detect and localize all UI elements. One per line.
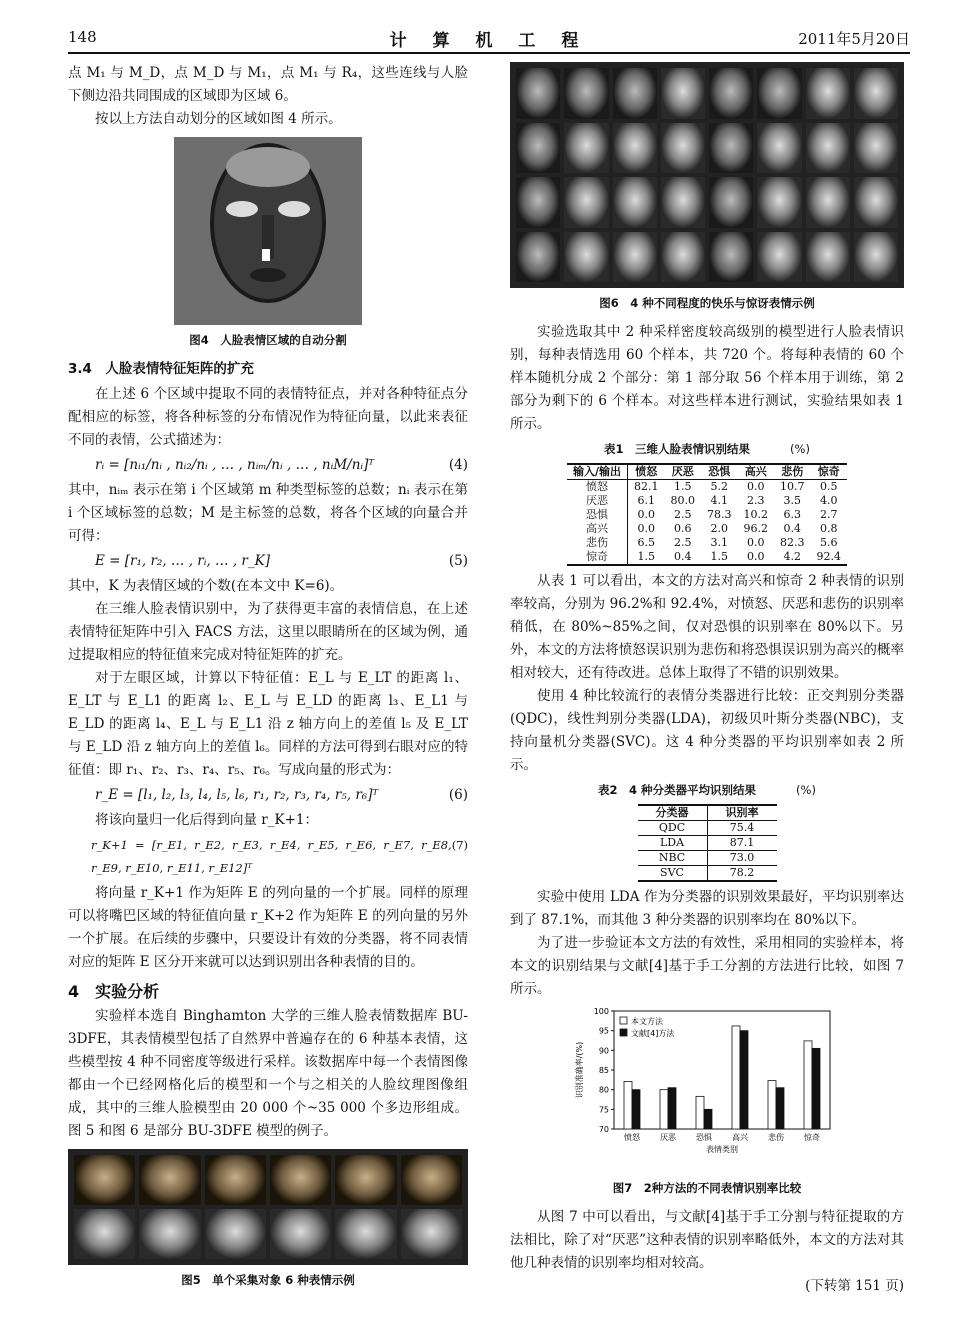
face-thumbnail	[757, 123, 801, 174]
face-thumbnail	[516, 68, 560, 119]
face-thumbnail	[806, 68, 850, 119]
face-thumbnail	[564, 232, 608, 283]
equation-body: E = [r₁, r₂, … , rᵢ, … , r_K]	[95, 553, 270, 569]
table-header-row	[638, 805, 777, 821]
figure-4-image	[174, 137, 362, 325]
x-axis-label: 表情类别	[706, 1145, 738, 1154]
bar	[740, 1031, 748, 1129]
bar	[768, 1081, 776, 1129]
face-thumbnail	[806, 177, 850, 228]
face-thumbnail	[270, 1155, 331, 1205]
table-header-cell: 输入/输出	[567, 464, 628, 480]
bar-chart	[572, 1005, 842, 1165]
table-cell: 78.3	[707, 508, 732, 521]
paragraph: 实验样本选自 Binghamton 大学的三维人脸表情数据库 BU-3DFE，其表情模型包括了自然界中普遍存在的 6 种基本表情，这些模型按 4 种不同密度等级进行采样。该数据库中每一个表情图像都由一个已经网格化后的模型和一个与之相关的人脸纹理图像组成，其中的三维人脸模型由 20 000 个~35 000 个多边形组成。图 5 和图 6 是部分 BU-3DFE 模型的例子。	[68, 1008, 468, 1139]
figure-7-chart	[510, 1005, 904, 1173]
table-cell: NBC	[638, 851, 708, 866]
table-cell: 0.0	[747, 550, 765, 563]
x-tick-label: 愤怒	[624, 1133, 640, 1142]
table-cell: 6.3	[783, 508, 802, 521]
table-header-cell: 愤怒	[635, 465, 658, 478]
y-tick-label: 100	[593, 1007, 609, 1016]
table-row	[567, 550, 847, 565]
table-cell: 厌恶	[567, 494, 628, 508]
face-thumbnail	[564, 177, 608, 228]
x-tick-label: 厌恶	[660, 1133, 676, 1142]
paragraph: 在上述 6 个区域中提取不同的表情特征点，并对各种特征点分配相应的标签，将各种标签的分布情况作为特征向量，以此来表征不同的表情，公式描述为：	[68, 386, 468, 448]
paragraph: 点 M₁ 与 M_D，点 M_D 与 M₁，点 M₁ 与 R₄，这些连线与人脸下侧边沿共同围成的区域即为区域 6。	[68, 65, 468, 104]
table-row	[567, 536, 847, 550]
y-tick-label: 75	[598, 1105, 609, 1115]
face-thumbnail	[709, 123, 753, 174]
table-cell: 2.3	[747, 494, 765, 507]
face-thumbnail	[74, 1155, 135, 1205]
table-row	[567, 522, 847, 536]
table-cell: 高兴	[567, 522, 628, 536]
equation-body: r_E = [l₁, l₂, l₃, l₄, l₅, l₆, r₁, r₂, r₃, r₄, r₅, r₆]ᵀ	[95, 787, 379, 803]
face-thumbnail	[757, 68, 801, 119]
table-cell: 1.5	[710, 550, 729, 563]
table-2	[638, 804, 777, 882]
equation-number: (6)	[448, 787, 468, 803]
table-header-cell: 分类器	[638, 805, 708, 821]
table-cell: QDC	[638, 821, 708, 836]
y-tick-label: 85	[598, 1066, 609, 1075]
equation-5	[68, 550, 468, 573]
table-cell: 82.3	[780, 536, 805, 549]
table-row	[638, 851, 777, 866]
table-cell: 0.0	[637, 508, 656, 521]
equation-4	[68, 454, 468, 477]
equation-6	[68, 784, 468, 807]
figure-4-caption: 图4 人脸表情区域的自动分割	[189, 333, 347, 347]
section-4-heading: 4 实验分析	[68, 982, 160, 1001]
face-thumbnail	[806, 232, 850, 283]
table-cell: 恐惧	[567, 508, 628, 522]
legend-swatch	[620, 1029, 627, 1036]
bar	[776, 1088, 784, 1129]
figure-6-caption: 图6 4 种不同程度的快乐与惊讶表情示例	[599, 296, 815, 310]
face-thumbnail	[516, 123, 560, 174]
continued-note: (下转第 151 页)	[805, 1278, 904, 1294]
table-cell: 0.4	[783, 522, 802, 535]
paragraph: 从表 1 可以看出，本文的方法对高兴和惊奇 2 种表情的识别率较高，分别为 96.2%和 92.4%，对愤怒、厌恶和悲伤的识别率稍低，在 80%~85%之间，仅对恐惧的识别率在 80%以下。另外，本文的方法将愤怒误识别为悲伤和将恐惧误识别为高兴的概率相对较大，还有待改进。总体上取得了不错的识别效果。	[510, 573, 904, 681]
bar	[632, 1090, 640, 1129]
y-tick-label: 70	[598, 1125, 609, 1134]
paragraph: 其中，K 为表情区域的个数(在本文中 K=6)。	[68, 578, 344, 594]
table-cell: 惊奇	[567, 550, 628, 565]
y-tick-label: 95	[598, 1026, 609, 1036]
face-thumbnail	[564, 123, 608, 174]
face-thumbnail	[854, 123, 898, 174]
face-thumbnail	[335, 1155, 396, 1205]
table-cell: 82.1	[634, 480, 659, 493]
table-cell: 2.5	[674, 536, 692, 549]
legend-label: 本文方法	[631, 1017, 663, 1026]
face-thumbnail	[661, 68, 705, 119]
legend-swatch	[620, 1017, 627, 1024]
x-tick-label: 恐惧	[696, 1133, 712, 1142]
paragraph: 将向量 r_K+1 作为矩阵 E 的列向量的一个扩展。同样的原理可以将嘴巴区域的特征值向量 r_K+2 作为矩阵 E 的列向量的另外一个扩展。在后续的步骤中，只要设计有效的分类器，将不同表情对应的矩阵 E 区分开来就可以达到识别出各种表情的目的。	[68, 885, 468, 970]
table-cell: 悲伤	[567, 536, 628, 550]
table-cell: 75.4	[729, 821, 755, 834]
bar	[732, 1026, 740, 1129]
equation-body: rᵢ = [nᵢ₁/nᵢ , nᵢ₂/nᵢ , … , nᵢₘ/nᵢ , … , nᵢM/nᵢ]ᵀ	[95, 457, 375, 473]
face-mesh-thumbnail	[270, 1209, 331, 1259]
table-cell: 0.0	[747, 536, 765, 549]
paragraph: 其中，nᵢₘ 表示在第 i 个区域第 m 种类型标签的总数；nᵢ 表示在第 i 个区域标签的总数；M 是主标签的总数，将各个区域的向量合并可得：	[68, 482, 468, 544]
equation-number: (4)	[448, 457, 468, 473]
face-thumbnail	[806, 123, 850, 174]
bar	[804, 1041, 812, 1129]
table-caption-text: 表1 三维人脸表情识别结果	[604, 442, 751, 456]
table-cell: 5.6	[820, 536, 838, 549]
table-header-cell: 高兴	[744, 465, 767, 478]
face-mesh-thumbnail	[401, 1209, 462, 1259]
table-cell: 2.5	[674, 508, 692, 521]
face-thumbnail	[613, 68, 657, 119]
legend-label: 文献[4]方法	[631, 1029, 675, 1038]
table-cell: 2.0	[710, 522, 729, 535]
table-cell: 0.0	[747, 480, 765, 493]
table-cell: 10.2	[743, 508, 769, 521]
x-tick-label: 高兴	[732, 1133, 748, 1142]
face-thumbnail	[709, 68, 753, 119]
table-cell: 6.1	[637, 494, 656, 507]
bar	[696, 1096, 704, 1129]
face-thumbnail	[757, 232, 801, 283]
face-thumbnail	[709, 177, 753, 228]
x-tick-label: 悲伤	[768, 1133, 784, 1142]
table-row	[567, 480, 847, 495]
table-cell: 87.1	[729, 836, 755, 849]
table-cell: 0.6	[674, 522, 692, 535]
face-thumbnail	[564, 68, 608, 119]
paragraph: 从图 7 中可以看出，与文献[4]基于手工分割与特征提取的方法相比，除了对“厌恶”这种表情的识别率略低外，本文的方法对其他几种表情的识别率均相对较高。	[510, 1209, 904, 1271]
table-cell: 1.5	[637, 550, 656, 563]
face-thumbnail	[613, 123, 657, 174]
paragraph: 使用 4 种比较流行的表情分类器进行比较：正交判别分类器(QDC)，线性判别分类器(LDA)，初级贝叶斯分类器(NBC)，支持向量机分类器(SVC)。这 4 种分类器的平均识别率如表 2 所示。	[510, 688, 904, 773]
face-thumbnail	[205, 1155, 266, 1205]
figure-7-caption: 图7 2种方法的不同表情识别率比较	[612, 1181, 802, 1195]
table-cell: 4.1	[710, 494, 729, 507]
table-cell: 80.0	[670, 494, 696, 507]
bar	[668, 1088, 676, 1129]
page-number: 148	[68, 28, 97, 46]
face-mesh-thumbnail	[74, 1209, 135, 1259]
face-thumbnail	[854, 68, 898, 119]
paragraph: 为了进一步验证本文方法的有效性，采用相同的实验样本，将本文的识别结果与文献[4]基于手工分割的方法进行比较，如图 7 所示。	[510, 935, 904, 997]
table-cell: 73.0	[729, 851, 755, 864]
issue-date: 2011年5月20日	[798, 30, 910, 48]
table-cell: 10.7	[780, 480, 805, 493]
segmented-face-icon	[174, 137, 362, 325]
figure-5-image	[68, 1149, 468, 1265]
page-header	[68, 22, 910, 54]
table-caption-text: 表2 4 种分类器平均识别结果	[598, 783, 757, 797]
journal-title: 计 算 机 工 程	[389, 31, 589, 51]
left-column	[68, 62, 468, 1298]
face-mesh-thumbnail	[335, 1209, 396, 1259]
table-row	[638, 866, 777, 882]
bar	[812, 1048, 820, 1129]
table-row	[638, 836, 777, 851]
table-cell: 1.5	[674, 480, 692, 493]
paragraph: 对于左眼区域，计算以下特征值：E_L 与 E_LT 的距离 l₁、E_LT 与 E_L1 的距离 l₂、E_L 与 E_LD 的距离 l₃、E_L1 与 E_LD 的距离 l₄、E_L 与 E_L1 沿 z 轴方向上的差值 l₅ 及 E_LT 与 E_LD 沿 z 轴方向上的差值 l₆。同样的方法可得到右眼对应的特征值：即 r₁、r₂、r₃、r₄、r₅、r₆。写成向量的形式为：	[68, 670, 468, 778]
table-header-cell: 识别率	[725, 806, 759, 819]
table-cell: 4.2	[783, 550, 802, 563]
figure-6-image	[510, 62, 904, 288]
face-thumbnail	[613, 232, 657, 283]
paragraph: 在三维人脸表情识别中，为了获得更丰富的表情信息，在上述表情特征矩阵中引入 FACS 方法，这里以眼睛所在的区域为例，通过提取相应的特征值来完成对特征矩阵的扩充。	[68, 601, 468, 663]
table-header-cell: 恐惧	[708, 465, 731, 478]
table-cell: 3.5	[783, 494, 802, 507]
table-header-cell: 悲伤	[781, 465, 804, 478]
face-thumbnail	[854, 177, 898, 228]
table-unit: (%)	[796, 783, 816, 797]
paragraph: 实验选取其中 2 种采样密度较高级别的模型进行人脸表情识别，每种表情选用 60 个样本，共 720 个。将每种表情的 60 个样本随机分成 2 个部分：第 1 部分取 56 个样本用于训练，第 2 部分为剩下的 6 个样本。对这些样本进行测试，实验结果如表 1 所示。	[510, 324, 904, 432]
y-tick-label: 80	[598, 1085, 609, 1095]
table-cell: 4.0	[820, 494, 838, 507]
table-cell: 3.1	[710, 536, 729, 549]
face-thumbnail	[757, 177, 801, 228]
table-row	[638, 821, 777, 836]
face-thumbnail	[516, 177, 560, 228]
equation-body: r_K+1 = [r_E1, r_E2, r_E3, r_E4, r_E5, r_E6, r_E7, r_E8, r_E9, r_E10, r_E11, r_E12]ᵀ	[91, 838, 452, 875]
table-cell: 2.7	[820, 508, 838, 521]
face-thumbnail	[661, 232, 705, 283]
table-cell: 0.8	[820, 522, 838, 535]
table-cell: 愤怒	[567, 480, 628, 495]
table-cell: SVC	[638, 866, 708, 882]
bar	[624, 1081, 632, 1129]
x-tick-label: 惊奇	[804, 1133, 820, 1142]
right-column	[510, 62, 904, 1298]
y-axis-label: 识别准确率/(%)	[575, 1041, 584, 1099]
table-row	[567, 508, 847, 522]
equation-number: (7)	[451, 838, 468, 852]
table-unit: (%)	[790, 442, 810, 456]
face-thumbnail	[613, 177, 657, 228]
paragraph: 按以上方法自动划分的区域如图 4 所示。	[95, 111, 342, 127]
table-cell: LDA	[638, 836, 708, 851]
face-thumbnail	[139, 1155, 200, 1205]
table-row	[567, 494, 847, 508]
table-header-cell: 惊奇	[817, 465, 840, 478]
table-cell: 5.2	[710, 480, 729, 493]
face-mesh-thumbnail	[205, 1209, 266, 1259]
face-thumbnail	[516, 232, 560, 283]
equation-number: (5)	[448, 553, 468, 569]
paragraph: 将该向量归一化后得到向量 r_K+1：	[95, 812, 318, 828]
table-cell: 6.5	[637, 536, 656, 549]
table-cell: 0.4	[674, 550, 692, 563]
table-1	[567, 463, 847, 566]
table-2-caption	[510, 779, 904, 802]
table-cell: 92.4	[816, 550, 842, 563]
face-thumbnail	[401, 1155, 462, 1205]
face-thumbnail	[661, 123, 705, 174]
face-thumbnail	[854, 232, 898, 283]
figure-5-caption: 图5 单个采集对象 6 种表情示例	[181, 1273, 355, 1287]
table-1-caption	[510, 438, 904, 461]
paragraph: 实验中使用 LDA 作为分类器的识别效果最好，平均识别率达到了 87.1%，而其他 3 种分类器的识别率均在 80%以下。	[510, 889, 904, 928]
table-cell: 0.0	[637, 522, 656, 535]
equation-7	[68, 834, 468, 880]
bar	[704, 1109, 712, 1129]
table-cell: 78.2	[729, 866, 755, 879]
table-header-row	[567, 464, 847, 480]
face-thumbnail	[709, 232, 753, 283]
bar	[660, 1090, 668, 1129]
face-thumbnail	[661, 177, 705, 228]
y-tick-label: 90	[598, 1046, 609, 1056]
table-cell: 0.5	[820, 480, 838, 493]
table-header-cell: 厌恶	[671, 465, 694, 478]
section-3-4-heading: 3.4 人脸表情特征矩阵的扩充	[68, 361, 254, 377]
face-mesh-thumbnail	[139, 1209, 200, 1259]
table-cell: 96.2	[743, 522, 769, 535]
